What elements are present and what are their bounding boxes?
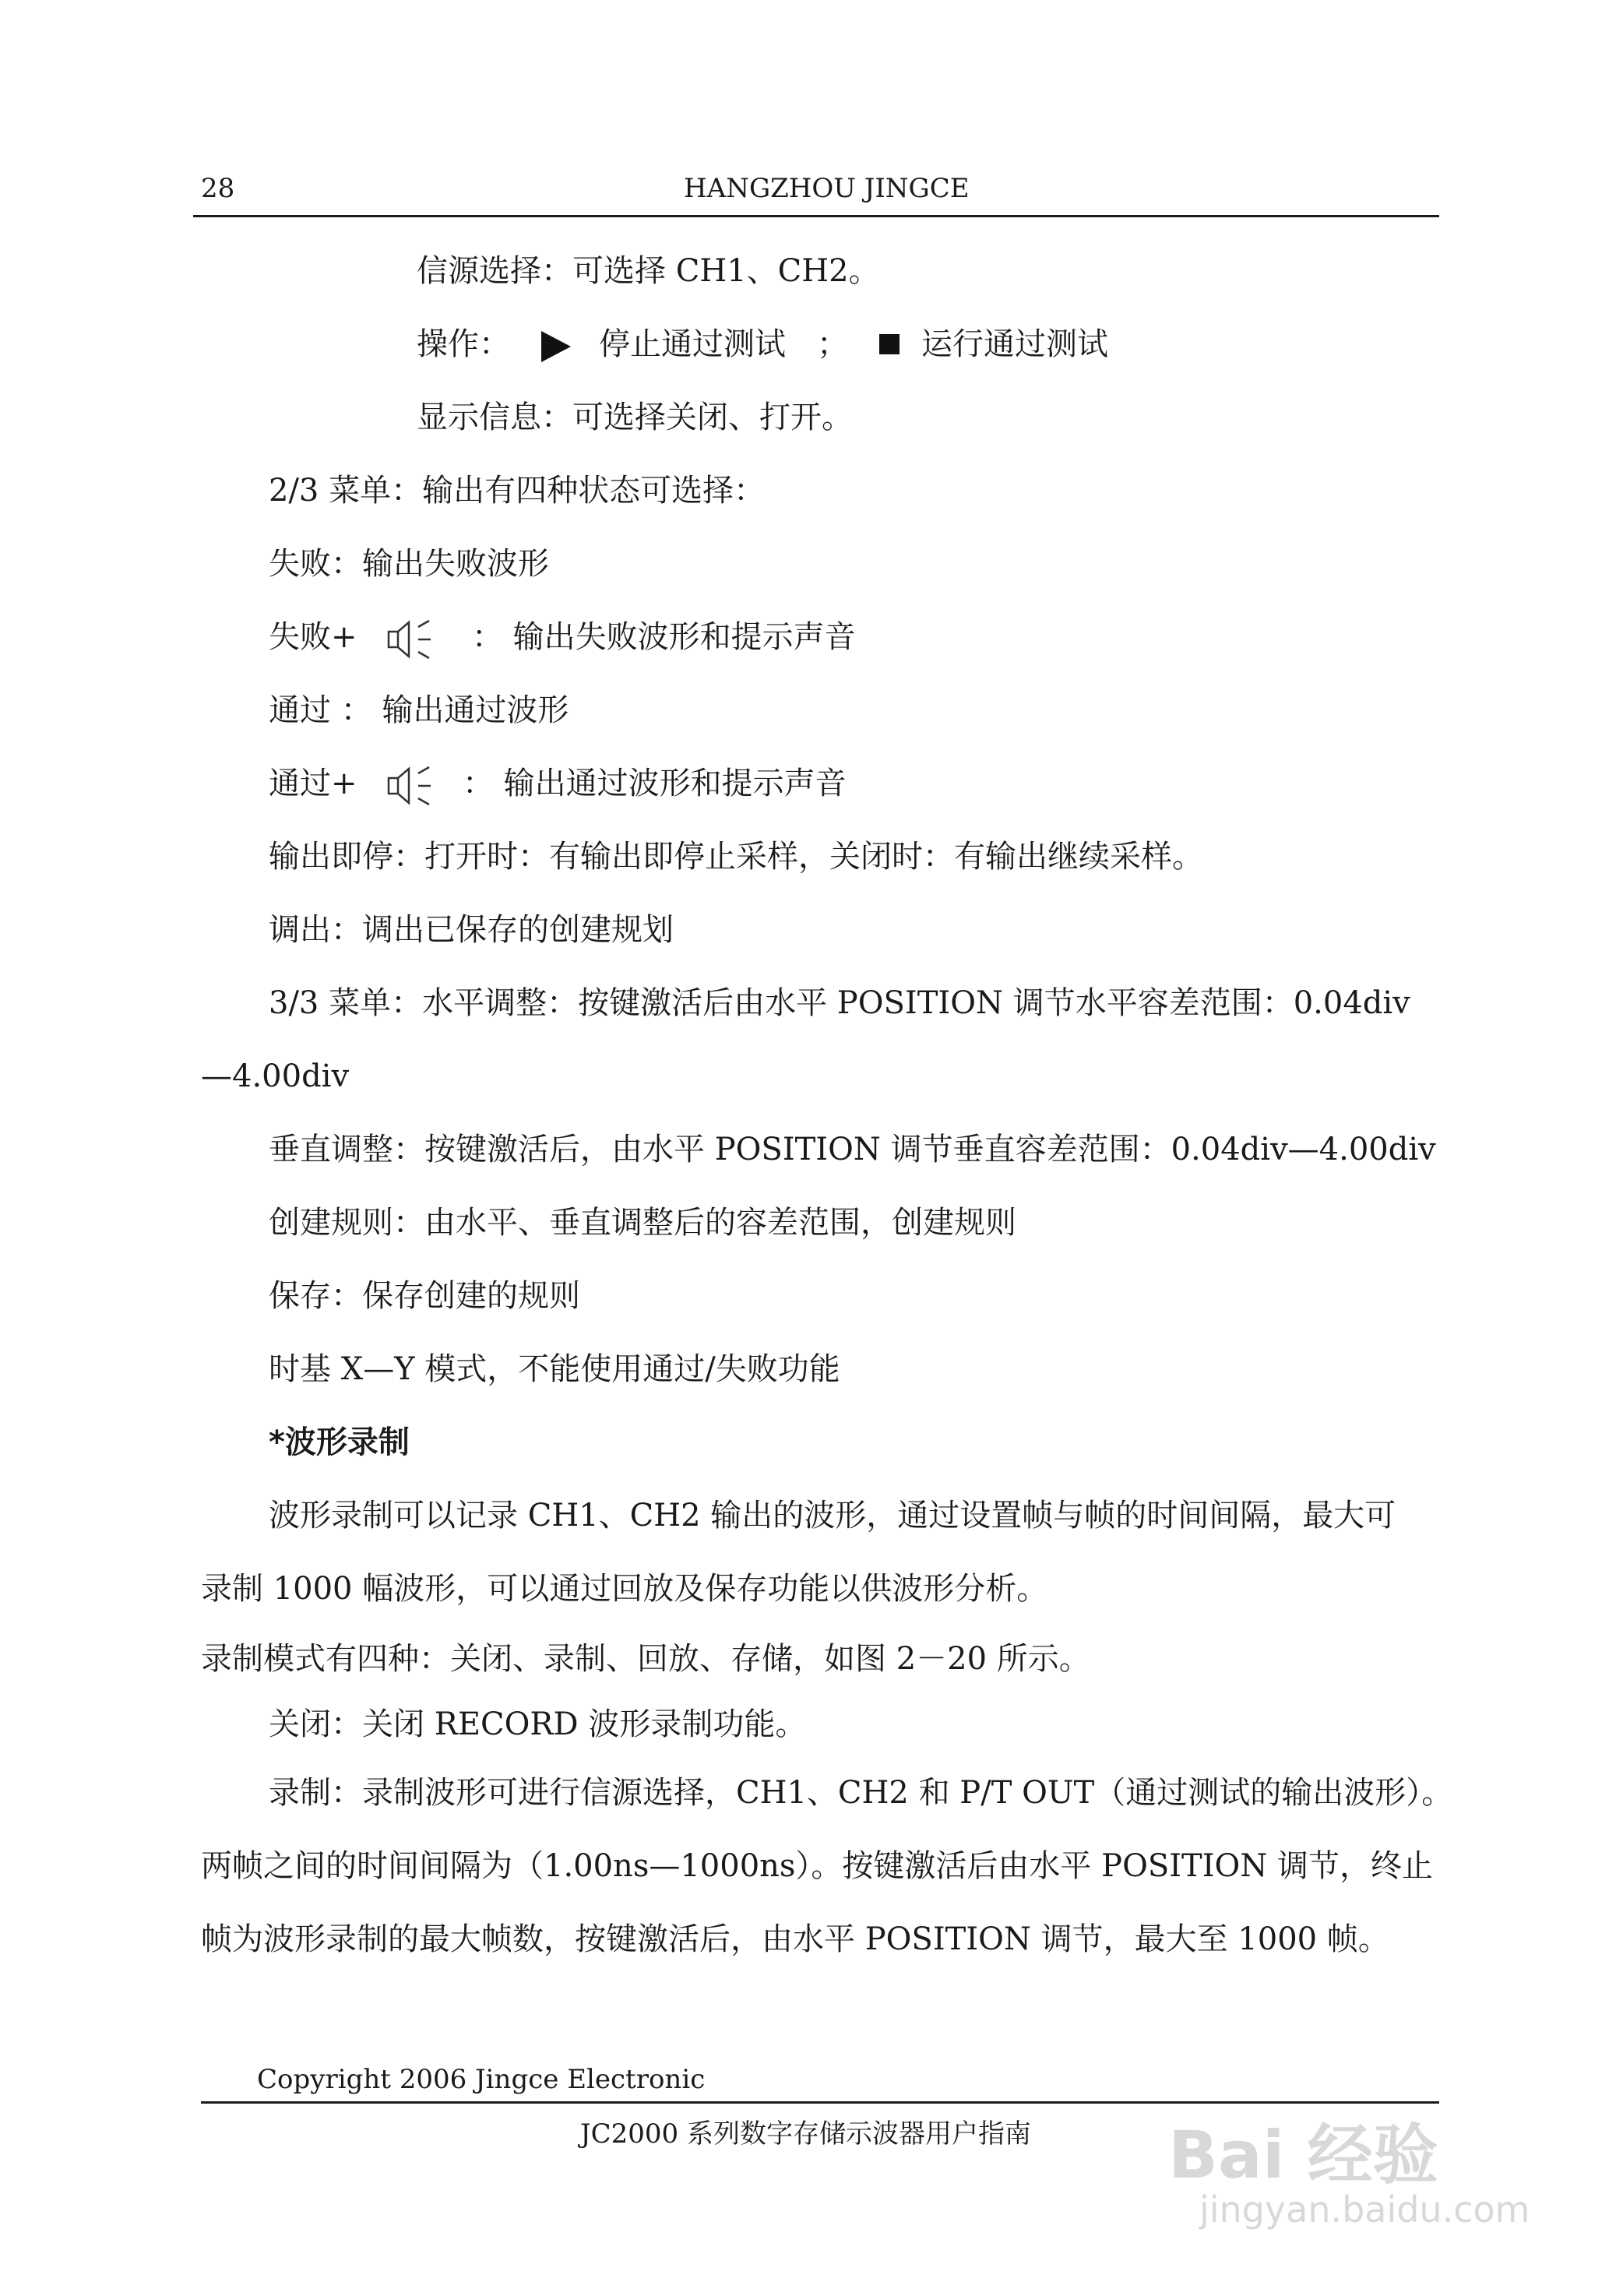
record-mode-desc-line1: 录制：录制波形可进行信源选择，CH1、CH2 和 P/T OUT（通过测试的输出波形）。	[269, 1775, 1453, 1811]
record-mode-desc-line2: 两帧之间的时间间隔为（1.00ns—1000ns）。按键激活后由水平 POSITION 调节，终止	[201, 1848, 1434, 1884]
speaker-icon	[386, 766, 448, 806]
stop-icon	[879, 334, 900, 354]
menu-3-3-line-continued: —4.00div	[201, 1058, 350, 1094]
pass-line: 通过 ： 输出通过波形	[269, 692, 569, 728]
run-pass-test-text: 运行通过测试	[921, 326, 1108, 362]
footer-copyright: Copyright 2006 Jingce Electronic	[257, 2064, 706, 2095]
record-mode-line: 录制模式有四种：关闭、录制、回放、存储，如图 2－20 所示。	[201, 1641, 1090, 1677]
create-rule-line: 创建规则：由水平、垂直调整后的容差范围，创建规则	[269, 1205, 1016, 1241]
watermark-url: jingyan.baidu.com	[1199, 2189, 1530, 2231]
recall-line: 调出：调出已保存的创建规划	[269, 912, 674, 948]
record-mode-desc-line3: 帧为波形录制的最大帧数，按键激活后，由水平 POSITION 调节，最大至 1000 帧。	[201, 1921, 1389, 1957]
menu-2-3-line: 2/3 菜单：输出有四种状态可选择：	[269, 473, 766, 509]
menu-3-3-line: 3/3 菜单：水平调整：按键激活后由水平 POSITION 调节水平容差范围：0.04div	[269, 985, 1410, 1021]
fail-sound-line	[269, 618, 856, 660]
source-select-line: 信源选择：可选择 CH1、CH2。	[417, 253, 880, 289]
operation-label: 操作：	[417, 326, 510, 362]
page-number: 28	[201, 173, 235, 204]
speaker-icon	[386, 619, 448, 660]
pass-sound-line	[269, 765, 847, 806]
xy-mode-line: 时基 X—Y 模式，不能使用通过/失败功能	[269, 1351, 840, 1387]
waveform-record-para-line2: 录制 1000 幅波形，可以通过回放及保存功能以供波形分析。	[201, 1571, 1048, 1607]
save-line: 保存：保存创建的规则	[269, 1278, 580, 1314]
output-stop-line: 输出即停：打开时：有输出即停止采样，关闭时：有输出继续采样。	[269, 839, 1203, 875]
header-rule	[193, 215, 1439, 217]
play-icon	[541, 331, 571, 362]
pass-sound-text: ： 输出通过波形和提示声音	[462, 766, 847, 801]
separator: ；	[817, 326, 848, 362]
fail-line: 失败：输出失败波形	[269, 546, 549, 582]
operation-line	[417, 326, 1108, 363]
vertical-adjust-line: 垂直调整：按键激活后，由水平 POSITION 调节垂直容差范围：0.04div—4.00div	[269, 1132, 1436, 1167]
watermark-logo: Bai 经验	[1168, 2117, 1438, 2193]
section-heading: *波形录制	[269, 1424, 410, 1460]
header-title: HANGZHOU JINGCE	[684, 173, 970, 204]
waveform-record-para-line1: 波形录制可以记录 CH1、CH2 输出的波形，通过设置帧与帧的时间间隔，最大可	[269, 1498, 1396, 1534]
close-mode-line: 关闭：关闭 RECORD 波形录制功能。	[269, 1706, 807, 1742]
fail-plus-label: 失败+	[269, 619, 357, 655]
fail-sound-text: ： 输出失败波形和提示声音	[471, 619, 856, 655]
display-info-line: 显示信息：可选择关闭、打开。	[417, 400, 853, 435]
pass-plus-label: 通过+	[269, 766, 357, 801]
footer-title: JC2000 系列数字存储示波器用户指南	[580, 2118, 1031, 2150]
stop-pass-test-text: 停止通过测试	[599, 326, 786, 362]
